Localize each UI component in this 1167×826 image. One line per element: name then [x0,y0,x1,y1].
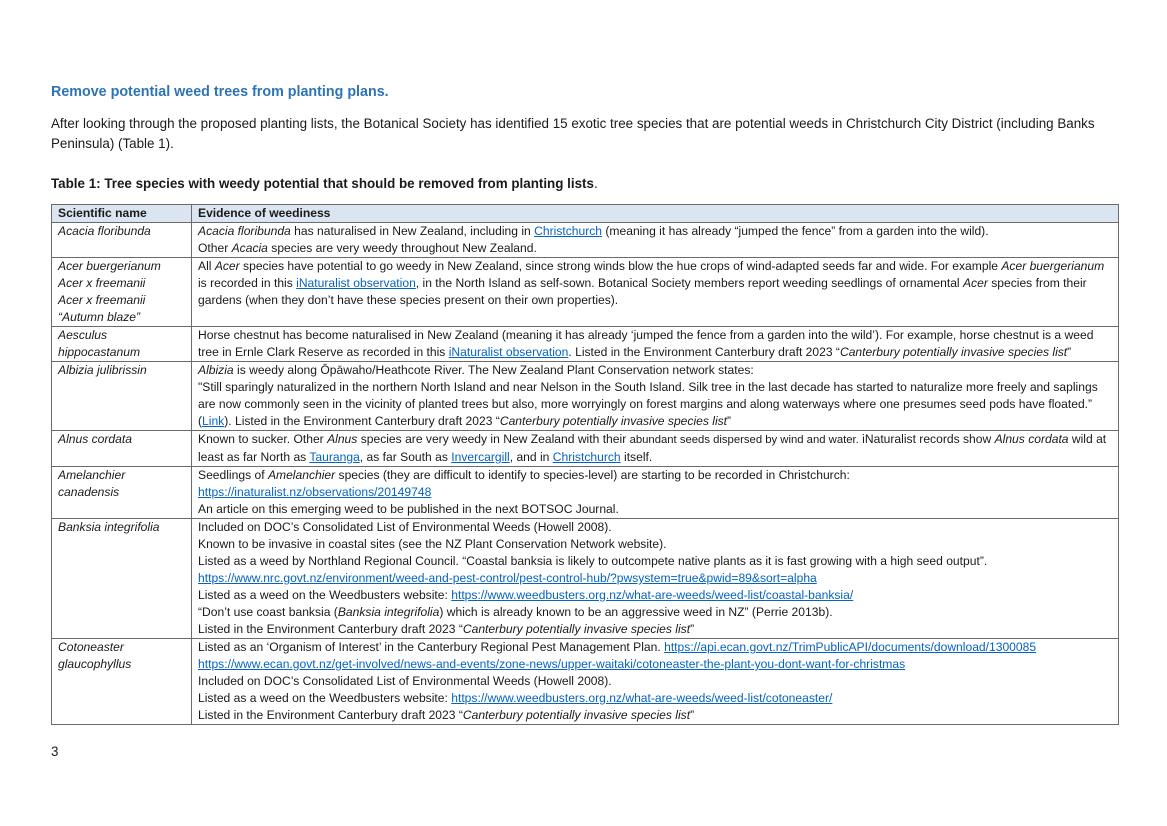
evidence-text: ). Listed in the Environment Canterbury draft 2023 “ [224,414,500,428]
table-row [52,519,1119,639]
evidence-cell [192,362,1119,431]
evidence-line [198,362,1115,379]
scientific-name-cell [52,362,192,431]
italic-list-title: Canterbury potentially invasive species list [462,708,691,722]
evidence-line: Listed as a weed by Northland Regional Council. “Coastal banksia is likely to outcompete native plants as it is fast growing with a high seed output”. [198,554,988,568]
evidence-text: Seedlings of [198,468,268,482]
scientific-name-cell [52,639,192,725]
table-row [52,362,1119,431]
weedbusters-url-link[interactable]: https://www.weedbusters.org.nz/what-are-weeds/weed-list/coastal-banksia/ [451,588,854,602]
scientific-name: Acer x freemanii [58,293,146,307]
scientific-name-cell [52,223,192,258]
evidence-line: Included on DOC’s Consolidated List of Environmental Weeds (Howell 2008). [198,520,612,534]
evidence-text: Horse chestnut has become naturalised in New Zealand (meaning it has already ‘jumped the fence from a garden into the wild’). For example, horse chestnut is a weed tree in Ernle Clark Reserve as recorded in this [198,328,1094,359]
tauranga-link[interactable]: Tauranga [309,450,360,464]
italic-species: Banksia integrifolia [337,605,440,619]
italic-species: Amelanchier [267,468,336,482]
italic-list-title: Canterbury potentially invasive species list [839,345,1068,359]
evidence-line [198,570,1115,587]
evidence-text: (meaning it has already “jumped the fence” from a garden into the wild). [602,224,989,238]
italic-species: Alnus [327,432,358,446]
evidence-text: ” [690,622,695,636]
table-row [52,258,1119,327]
inaturalist-observation-link[interactable]: iNaturalist observation [296,276,416,290]
scientific-name: hippocastanum [58,345,141,359]
italic-species: Acer buergerianum [1001,259,1105,273]
evidence-text: Known to sucker. Other [198,432,328,446]
italic-list-title: Canterbury potentially invasive species list [499,414,728,428]
table-row [52,327,1119,362]
evidence-text: itself. [620,450,653,464]
scientific-name: Acer x freemanii [58,276,146,290]
evidence-cell [192,431,1119,467]
evidence-line [198,621,1115,638]
inaturalist-url-link[interactable]: https://inaturalist.nz/observations/20149748 [198,485,432,499]
evidence-line: An article on this emerging weed to be published in the next BOTSOC Journal. [198,502,619,516]
evidence-text: ” [1067,345,1072,359]
evidence-text: Listed in the Environment Canterbury draft 2023 “ [198,708,463,722]
section-heading: Remove potential weed trees from planting plans. [51,84,389,100]
evidence-text: species (they are difficult to identify to species-level) are starting to be recorded in Christchurch: [335,468,850,482]
evidence-text: ) which is already known to be an aggressive weed in NZ” (Perrie 2013b). [439,605,833,619]
evidence-cell [192,223,1119,258]
link[interactable]: Link [202,414,225,428]
evidence-text: species have potential to go weedy in New Zealand, since strong winds blow the hue crops of wind-adapted seeds far and wide. For example [239,259,1002,273]
intro-paragraph: After looking through the proposed planting lists, the Botanical Society has identified 15 exotic tree species that are potential weeds in Christchurch City District (including Banks Peninsula) (Table 1). [51,116,1095,151]
scientific-name: Aesculus [58,328,108,342]
table-caption-period: . [593,176,598,191]
evidence-text: is weedy along Ōpāwaho/Heathcote River. The New Zealand Plant Conservation network states: [233,363,754,377]
table-row [52,223,1119,258]
scientific-name: Alnus cordata [58,432,132,446]
ecan-news-url-link[interactable]: https://www.ecan.govt.nz/get-involved/news-and-events/zone-news/upper-waitaki/cotoneaster-the-plant-you-dont-want-for-christmas [198,657,906,671]
evidence-cell [192,258,1119,327]
italic-species: Acacia [231,241,268,255]
evidence-text: , as far South as [359,450,452,464]
evidence-line [198,656,1115,673]
evidence-line: Known to be invasive in coastal sites (see the NZ Plant Conservation Network website). [198,537,667,551]
weed-species-table [51,204,1119,725]
evidence-text: is recorded in this [198,276,297,290]
evidence-text: has naturalised in New Zealand, including in [290,224,535,238]
scientific-name: “Autumn blaze” [58,310,141,324]
italic-species: Acer [214,259,240,273]
evidence-text: Listed as a weed on the Weedbusters website: [198,691,452,705]
evidence-text: iNaturalist records show [858,432,995,446]
evidence-line [198,379,1115,430]
italic-species: Acer [962,276,988,290]
italic-list-title: Canterbury potentially invasive species list [462,622,691,636]
evidence-text: abundant seeds dispersed by wind and water. [629,434,859,446]
table-header-row [52,205,1119,223]
evidence-text: species are very weedy in New Zealand with their [357,432,630,446]
evidence-line [198,604,1115,621]
evidence-line [198,690,1115,707]
italic-species: Alnus cordata [994,432,1069,446]
scientific-name: Acer buergerianum [58,259,161,273]
weedbusters-url-link[interactable]: https://www.weedbusters.org.nz/what-are-weeds/weed-list/cotoneaster/ [451,691,833,705]
evidence-cell [192,327,1119,362]
scientific-name: Acacia floribunda [58,224,151,238]
evidence-cell [192,639,1119,725]
scientific-name: Amelanchier [58,468,126,482]
invercargill-link[interactable]: Invercargill [451,450,510,464]
scientific-name-cell [52,519,192,639]
scientific-name: canadensis [58,485,120,499]
scientific-name: Albizia julibrissin [58,363,147,377]
page-number: 3 [51,744,59,759]
evidence-text: "Still sparingly naturalized in the northern North Island and near Nelson in the South Island. Silk tree in the last decade has started to naturalize more freely and saplings are now commonly seen in the vicinity of planted trees but also, more worryingly on forest margins and along waterways where one presumes seed pods have floated.” ( [198,380,1098,428]
evidence-text: species are very weedy throughout New Zealand. [267,241,537,255]
table-caption [51,174,1121,194]
scientific-name: Banksia integrifolia [58,520,160,534]
evidence-text: Listed as an ‘Organism of Interest’ in the Canterbury Regional Pest Management Plan. [198,640,665,654]
evidence-line [198,223,1115,240]
evidence-text: ” [690,708,695,722]
evidence-line [198,707,1115,724]
evidence-line [198,467,1115,484]
evidence-text: “Don’t use coast banksia ( [198,605,338,619]
inaturalist-observation-link[interactable]: iNaturalist observation [448,345,569,359]
nrc-url-link[interactable]: https://www.nrc.govt.nz/environment/weed-and-pest-control/pest-control-hub/?pwsystem=true&pwid=89&sort=alpha [198,571,817,585]
evidence-text: . Listed in the Environment Canterbury draft 2023 “ [568,345,840,359]
evidence-text: , and in [509,450,553,464]
evidence-text: species from their gardens (when they don’t have these species present on their own properties). [198,276,1087,307]
ecan-trim-url-link[interactable]: https://api.ecan.govt.nz/TrimPublicAPI/documents/download/1300085 [664,640,1037,654]
evidence-cell [192,519,1119,639]
scientific-name-cell [52,327,192,362]
evidence-text: Listed in the Environment Canterbury draft 2023 “ [198,622,463,636]
christchurch-link[interactable]: Christchurch [552,450,621,464]
evidence-cell [192,467,1119,519]
header-evidence: Evidence of weediness [192,205,1119,223]
table-row [52,467,1119,519]
scientific-name-cell [52,467,192,519]
italic-species: Albizia [198,363,234,377]
scientific-name: glaucophyllus [58,657,132,671]
evidence-line [198,240,1115,257]
scientific-name-cell [52,258,192,327]
header-scientific-name: Scientific name [52,205,192,223]
scientific-name-cell [52,431,192,467]
evidence-text: Listed as a weed on the Weedbusters website: [198,588,452,602]
evidence-line [198,484,1115,501]
evidence-text: , in the North Island as self-sown. Botanical Society members report weeding seedlings of ornamental [415,276,963,290]
evidence-text: ” [727,414,732,428]
evidence-line: Included on DOC’s Consolidated List of Environmental Weeds (Howell 2008). [198,674,612,688]
christchurch-link[interactable]: Christchurch [534,224,603,238]
evidence-line [198,587,1115,604]
evidence-text: All [198,259,215,273]
evidence-text: Other [198,241,232,255]
scientific-name: Cotoneaster [58,640,124,654]
italic-species: Acacia floribunda [198,224,291,238]
table-caption-title: Table 1: Tree species with weedy potential that should be removed from planting lists [51,176,594,191]
evidence-text: wild at least as far North as [198,432,1107,464]
table-row [52,431,1119,467]
evidence-line [198,639,1115,656]
table-row [52,639,1119,725]
